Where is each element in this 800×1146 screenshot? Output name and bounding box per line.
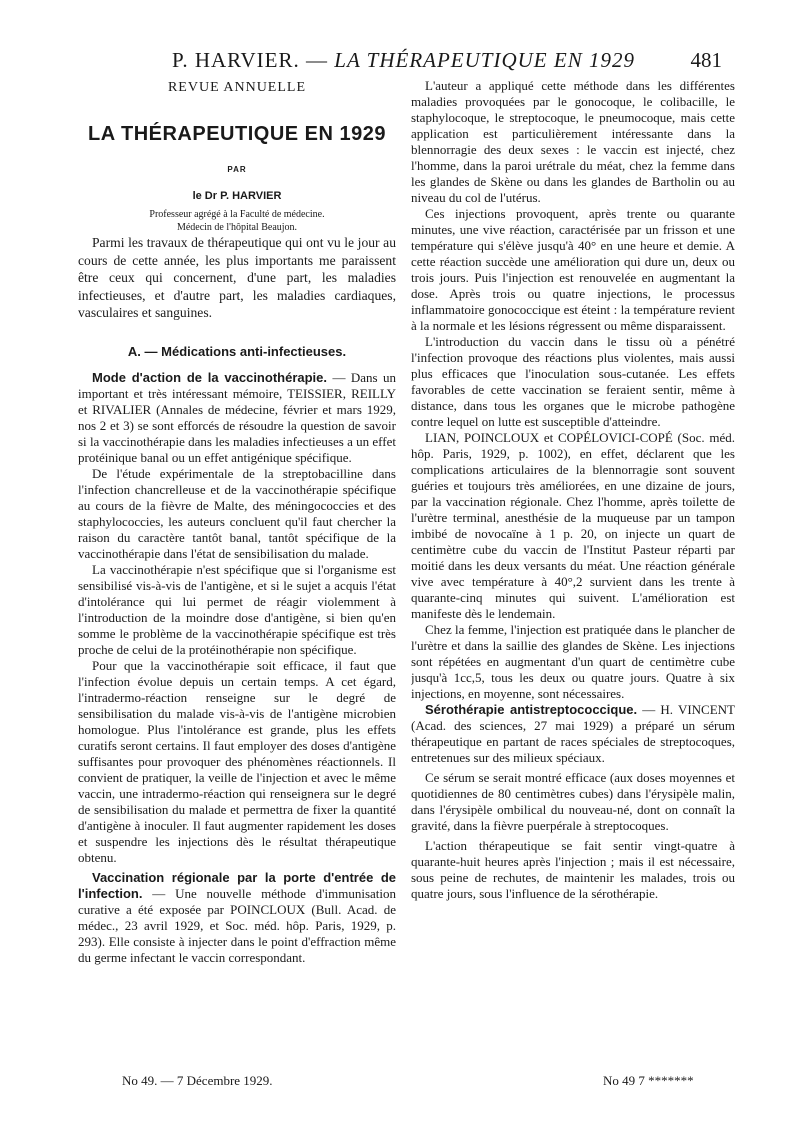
- paragraph: L'auteur a appliqué cette méthode dans les différentes maladies provoquées par le gonocoque, le colibacille, le staphylocoque, le streptocoque, le pneumocoque, mais cette application est particulièrement intéressante dans la blennorragie des deux sexes : le vaccin est injecté, chez l'homme, dans la paroi urétrale du méat, chez la femme dans les glandes de Skène ou dans les glandes de Bartholin ou au niveau du col de l'utérus.: [411, 78, 735, 205]
- left-column: [78, 80, 396, 1090]
- paragraph-vaccinotherapie: [78, 370, 396, 466]
- paragraph-text: — H. VINCENT (Acad. des sciences, 27 mai 1929) a préparé un sérum thérapeutique en partant de races spéciales de streptocoques, entretenues sur des milieux spéciaux.: [411, 702, 735, 765]
- running-head-author: P. HARVIER. —: [172, 48, 329, 72]
- paragraph: De l'étude expérimentale de la streptobacilline dans l'infection chancrelleuse et de la vaccinothérapie spécifique au cours de la fièvre de Malte, des méningococcies et des staphylococcies, les auteurs concluent qu'il faut chercher la raison du caractère tantôt banal, tantôt spécifique de la vaccinothérapie dans l'état de sensibilisation du malade.: [78, 465, 396, 561]
- paragraph: LIAN, POINCLOUX et COPÉLOVICI-COPÉ (Soc. méd. hôp. Paris, 1929, p. 1002), en effet, déclarent que les complications articulaires de la blennorragie sont souvent guéries et toujours très améliorées, en une dizaine de jours, par la vaccination régionale. Chez l'homme, après toilette de l'urètre terminal, anesthésie de la muqueuse par un tampon imbibé de novocaïne à 1 p. 20, on injecte un quart de centimètre cube du vaccin de l'Institut Pasteur réparti par moitié dans les deux versants du méat. Une réaction générale vive avec température à 40°,2 survient dans les trente à quarante-cinq minutes qui suivent. L'amélioration est manifeste dès le lendemain.: [411, 430, 735, 621]
- author-name: le Dr P. HARVIER: [192, 190, 282, 202]
- footer-issue-mark: No 49 7 *******: [603, 1073, 694, 1088]
- running-head-left: [172, 48, 635, 73]
- paragraph: Pour que la vaccinothérapie soit efficace, il faut que l'infection évolue depuis un certain temps. A cet égard, l'intradermo-réaction renseigne sur le degré de sensibilisation du malade vis-à-vis de l'antigène microbien homologue. Plus l'intolérance est grande, plus les effets curatifs seront certains. Il faut employer des doses d'antigène suffisantes pour provoquer des phénomènes réactionnels. Il convient de pratiquer, la veille de l'injection et avec le même vaccin, une intradermo-réaction qui renseignera sur le degré de sensibilisation du malade et permettra de fixer la quantité d'antigène à inoculer. Il faut augmenter rapidement les doses et suspendre les injections dès le résultat thérapeutique obtenu.: [78, 657, 396, 865]
- paragraph-text: — Une nouvelle méthode d'immunisation curative a été exposée par POINCLOUX (Bull. Acad. de médec., 23 avril 1929, et Soc. méd. hôp. Paris, 1929, p. 293). Elle consiste à injecter dans le point d'effraction même du germe infectant le vaccin correspondant.: [78, 885, 396, 965]
- intro-paragraph: Parmi les travaux de thérapeutique qui ont vu le jour au cours de cette année, les plus importants me paraissent être ceux qui concernent, d'une part, les maladies infectieuses, et d'autre part, les maladies cardiaques, vasculaires et sanguines.: [78, 235, 396, 320]
- paragraph: Ce sérum se serait montré efficace (aux doses moyennes et quotidiennes de 80 centimètres cubes) dans l'érysipèle malin, dans l'érysipèle ombilical du nouveau-né, dont on connaît la gravité, dans la fièvre puerpérale à streptocoques.: [411, 770, 735, 833]
- runin-heading-vaccinotherapie: Mode d'action de la vaccinothérapie.: [92, 369, 328, 385]
- section-heading-a: A. — Médications anti-infectieuses.: [127, 343, 347, 359]
- revue-label: REVUE ANNUELLE: [167, 80, 307, 95]
- affiliation-line-2: Médecin de l'hôpital Beaujon.: [176, 222, 298, 233]
- footer-issue-date: No 49. — 7 Décembre 1929.: [122, 1073, 273, 1088]
- article-title: LA THÉRAPEUTIQUE EN 1929: [88, 123, 386, 145]
- running-head-title: LA THÉRAPEUTIQUE EN 1929: [334, 48, 635, 72]
- paragraph: La vaccinothérapie n'est spécifique que si l'organisme est sensibilisé vis-à-vis de l'antigène, et si le sujet a acquis l'état d'intolérance qui lui permet de réagir violemment à l'introduction de la moindre dose d'antigène, si bien qu'en somme le problème de la vaccinothérapie spécifique est très proche de celui de la protéinothérapie non spécifique.: [78, 561, 396, 657]
- paragraph-serotherapie: [411, 702, 735, 766]
- paragraph-vaccination-regionale: [78, 870, 396, 966]
- page-number: 481: [690, 48, 722, 72]
- paragraph: L'introduction du vaccin dans le tissu où a pénétré l'infection provoque des réactions plus violentes, mais aussi plus efficaces que l'inoculation sous-cutanée. Les effets favorables de cette vaccination se feraient sentir, même à distance, dans tous les organes que le microbe pathogène contre lequel on lutte est susceptible d'atteindre.: [411, 334, 735, 429]
- paragraph: Ces injections provoquent, après trente ou quarante minutes, une vive réaction, caractérisée par un frisson et une température qui s'élève jusqu'à 40° en une heure et demie. A cette réaction succède une amélioration qui dure un, deux ou trois jours. Puis l'injection est renouvelée en augmentant la dose. Après trois ou quatre injections, le processus inflammatoire gonococcique est éteint : la température revient à la normale et les lésions régressent ou même disparaissent.: [411, 206, 735, 333]
- runin-heading-serotherapie: Sérothérapie antistreptococcique.: [425, 702, 638, 717]
- running-head: [0, 48, 800, 78]
- affiliation-line-1: Professeur agrégé à la Faculté de médecine.: [149, 209, 325, 220]
- paragraph: L'action thérapeutique se fait sentir vingt-quatre à quarante-huit heures après l'injection ; mais il est nécessaire, sous peine de rechutes, de maintenir les malades, trois ou quatre jours, sous l'influence de la sérothérapie.: [411, 838, 735, 901]
- paragraph: Chez la femme, l'injection est pratiquée dans le plancher de l'urètre et dans la saillie des glandes de Skène. Les injections sont répétées en augmentant d'un quart de centimètre cube jusqu'à 1cc,5, tous les deux ou quatre jours. Quatre à six injections, en moyenne, sont nécessaires.: [411, 622, 735, 701]
- runin-heading-vaccination-regionale: Vaccination régionale par la porte d'entrée de l'infection.: [78, 869, 396, 901]
- right-column: [411, 78, 735, 1090]
- paragraph-text: — Dans un important et très intéressant mémoire, TEISSIER, REILLY et RIVALIER (Annales de médecine, février et mars 1929, nos 2 et 3) se sont efforcés de résoudre la question de savoir si la vaccinothérapie dans les maladies infectieuses a un effet protéinique banal ou un effet antigénique spécifique.: [78, 369, 396, 465]
- par-label: PAR: [227, 165, 247, 174]
